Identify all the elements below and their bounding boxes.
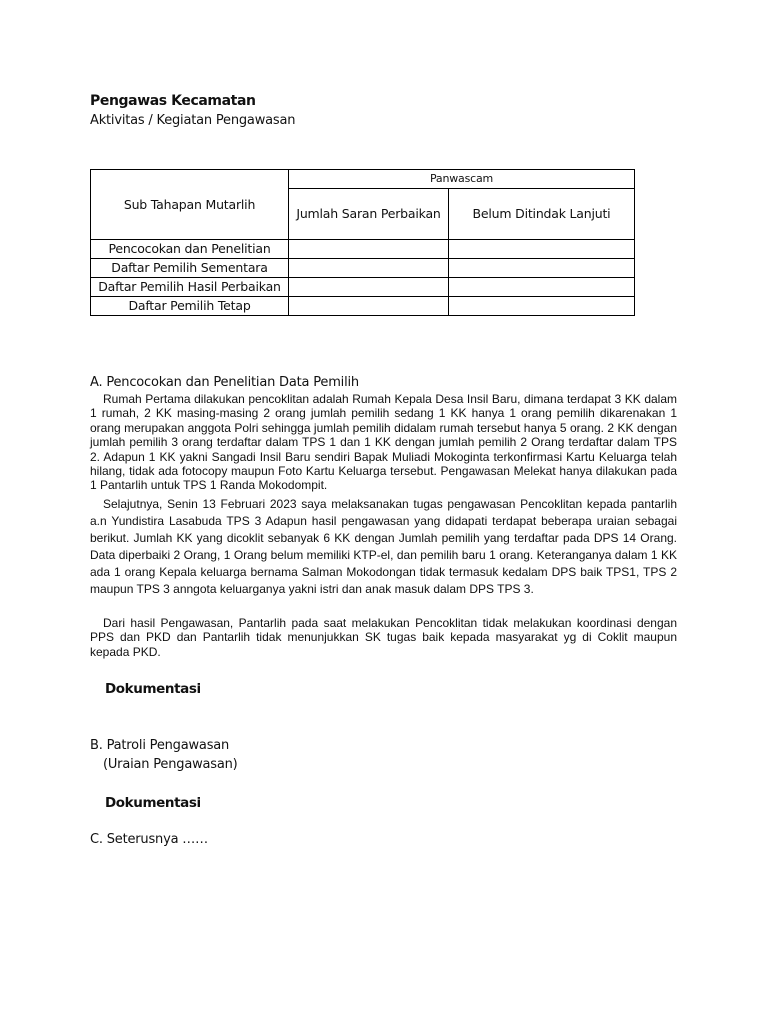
page-title: Pengawas Kecamatan: [90, 93, 256, 109]
saran-cell: [289, 278, 449, 297]
paragraph-2: [90, 496, 677, 598]
row-label: Daftar Pemilih Hasil Perbaikan: [91, 278, 289, 297]
section-b-note: (Uraian Pengawasan): [103, 757, 238, 772]
saran-cell: [289, 240, 449, 259]
belum-cell: [449, 240, 635, 259]
table-row: [91, 240, 635, 259]
section-c-heading: C. Seterusnya ……: [90, 832, 208, 847]
table-row: [91, 278, 635, 297]
summary-table: [90, 169, 635, 316]
table-header-row: [91, 170, 635, 189]
row-label: Pencocokan dan Penelitian: [91, 240, 289, 259]
row-header-cell: Sub Tahapan Mutarlih: [91, 170, 289, 240]
section-b-heading: B. Patroli Pengawasan: [90, 738, 230, 753]
saran-cell: [289, 297, 449, 316]
section-a-heading: A. Pencocokan dan Penelitian Data Pemilih: [90, 375, 359, 390]
paragraph-3: [90, 616, 677, 659]
paragraph-2-text: Selajutnya, Senin 13 Februari 2023 saya melaksanakan tugas pengawasan Pencoklitan kepada pantarlih a.n Yundistira Lasabuda TPS 3 Adapun hasil pengawasan yang didapati terdapat beberapa uraian sebagai berikut. Jumlah KK yang dicoklit sebanyak 6 KK dengan Jumlah pemilih yang terdaftar pada DPS 14 Orang. Data diperbaiki 2 Orang, 1 Orang belum memiliki KTP-el, dan pemilih baru 1 orang. Keteranganya dalam 1 KK ada 1 orang Kepala keluarga bernama Salman Mokodongan tidak termasuk kedalam DPS baik TPS1, TPS 2 maupun TPS 3 anngota keluarganya yakni istri dan anak masuk dalam DPS TPS 3.: [90, 497, 677, 596]
documentation-heading-b: Dokumentasi: [105, 795, 201, 811]
paragraph-3-text: Dari hasil Pengawasan, Pantarlih pada saat melakukan Pencoklitan tidak melakukan koordinasi dengan PPS dan PKD dan Pantarlih tidak menunjukkan SK tugas baik kepada masyarakat yg di Coklit maupun kepada PKD.: [90, 616, 677, 659]
belum-cell: [449, 278, 635, 297]
column-header-saran: Jumlah Saran Perbaikan: [289, 189, 449, 240]
table-row: [91, 259, 635, 278]
belum-cell: [449, 259, 635, 278]
documentation-heading-a: Dokumentasi: [105, 681, 201, 697]
column-header-belum: Belum Ditindak Lanjuti: [449, 189, 635, 240]
row-label: Daftar Pemilih Tetap: [91, 297, 289, 316]
page-subtitle: Aktivitas / Kegiatan Pengawasan: [90, 113, 296, 128]
saran-cell: [289, 259, 449, 278]
row-label: Daftar Pemilih Sementara: [91, 259, 289, 278]
belum-cell: [449, 297, 635, 316]
group-header-cell: Panwascam: [289, 170, 635, 189]
paragraph-1-text: Rumah Pertama dilakukan pencoklitan adalah Rumah Kepala Desa Insil Baru, dimana terdapat 3 KK dalam 1 rumah, 2 KK masing-masing 2 orang jumlah pemilih sedang 1 KK hanya 1 orang pemilih dikarenakan 1 orang merupakan anggota Polri sehingga jumlah pemilih didalam rumah tersebut hanya 5 orang. 2 KK dengan jumlah pemilih 3 orang terdaftar dalam TPS 1 dan 1 KK dengan jumlah pemilih 2 Orang terdaftar dalam TPS 2. Adapun 1 KK yakni Sangadi Insil Baru sendiri Bapak Muliadi Mokoginta terkonfirmasi Kartu Keluarga telah hilang, tidak ada fotocopy maupun Foto Kartu Keluarga tersebut. Pengawasan Melekat hanya dilakukan pada 1 Pantarlih untuk TPS 1 Randa Mokodompit.: [90, 392, 677, 493]
table-row: [91, 297, 635, 316]
paragraph-1: [90, 392, 677, 493]
